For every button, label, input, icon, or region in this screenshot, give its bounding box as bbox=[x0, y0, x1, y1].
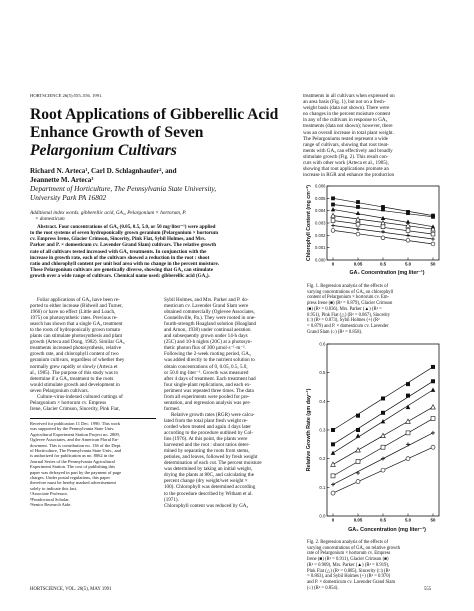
body-line: mesticum cv. Lavender Grand Slam were bbox=[164, 303, 249, 310]
footnote-line: Journal Series of the Pennsylvania Agricultural bbox=[30, 458, 115, 464]
body-line: to the roots of hydroponically grown tomato bbox=[30, 327, 121, 334]
authors-line-2: Jeannette M. Arteca³ bbox=[30, 175, 94, 184]
x-tick-label: 0 bbox=[331, 517, 335, 523]
abstract bbox=[30, 224, 298, 279]
x-tick-label: 5.0 bbox=[404, 261, 412, 267]
body-line: or 50.0 mg·liter⁻¹. Growth was measured bbox=[164, 369, 249, 376]
figure-1-chart bbox=[303, 180, 445, 280]
body-line: periment was repeated three times. The data bbox=[164, 387, 254, 394]
body-line: showing that root applications promote an bbox=[303, 166, 389, 173]
title-line-3: Pelargonium Cultivars bbox=[30, 142, 177, 159]
body-line: determination of each cut. The percent moisture bbox=[164, 460, 262, 467]
y-tick-label: 0.005 bbox=[315, 195, 326, 201]
body-line: four single-plant replications, and each ex- bbox=[164, 381, 252, 388]
body-line: lated from the total plant fresh weight re- bbox=[164, 417, 248, 424]
footnote-line: ²Postdoctoral Scholar. bbox=[30, 496, 70, 502]
data-point bbox=[406, 457, 410, 461]
data-point bbox=[331, 213, 335, 217]
body-line: drying the plants at 80C, and calculating the bbox=[164, 472, 254, 479]
body-line: from all experiments were pooled for pre- bbox=[164, 393, 250, 400]
data-point bbox=[331, 196, 335, 200]
data-point bbox=[431, 387, 436, 391]
y-tick-label: 0.006 bbox=[315, 183, 326, 189]
data-point bbox=[406, 394, 410, 398]
caption-line: varying concentrations of GA₃ on chlorophyll bbox=[307, 289, 394, 295]
caption-line: (■) (R² = 0.836), Mrs. Parker (▲) (R² = bbox=[307, 306, 382, 312]
data-point bbox=[431, 237, 435, 241]
data-point bbox=[381, 433, 386, 437]
body-line: treatments in all cultivars when expressed on bbox=[303, 93, 395, 99]
plot-frame bbox=[327, 344, 439, 516]
data-point bbox=[356, 414, 360, 418]
body-line: plants can stimulate photosynthesis and plant bbox=[30, 333, 123, 340]
data-point bbox=[356, 232, 360, 236]
y-axis-label: Relative Growth Rate (gm day⁻¹) bbox=[306, 388, 312, 472]
data-point bbox=[381, 230, 385, 234]
x-tick-label: 0.5 bbox=[379, 517, 387, 523]
body-line: search has shown that a single GA₃ treatment bbox=[30, 321, 123, 328]
body-line: was an overall increase in total plant weight. bbox=[303, 129, 394, 136]
y-tick-label: 0.0 bbox=[319, 513, 326, 519]
caption-line: Grand Slam (○) (R² = 0.858). bbox=[307, 329, 363, 335]
body-line: increase in RGR and enhance the production bbox=[303, 172, 395, 179]
data-point bbox=[356, 205, 360, 209]
data-point bbox=[431, 215, 435, 219]
body-line: no changes in the percent moisture content bbox=[303, 111, 391, 118]
y-tick-label: 0.003 bbox=[315, 220, 326, 226]
data-point bbox=[431, 417, 435, 421]
footnote-line: therefore must be hereby marked advertisement bbox=[30, 480, 116, 486]
body-line: obtain concentrations of 0, 0.05, 0.5, 5.0, bbox=[164, 363, 248, 370]
keywords-line-1: Additional index words. gibberellic acid, GA₃, Pelargonium × hortorum, P. bbox=[30, 210, 187, 216]
footnote-line: Experiment Station. The cost of publishing this bbox=[30, 464, 116, 470]
data-point bbox=[356, 471, 360, 475]
caption-line: press Irene (■) (R² = 0.879), Glacier Crimson bbox=[307, 301, 393, 307]
title-line-1: Root Applications of Gibberellic Acid bbox=[30, 106, 279, 123]
abstract-line: cv. Empress Irene, Glacier Crimson, Sincerity, Pink Fiat, Sybil Holmes, and Mrs. bbox=[30, 236, 206, 243]
data-point bbox=[431, 445, 435, 449]
body-line: Connellsville, Pa.). They were rooted in one- bbox=[164, 315, 256, 322]
x-tick-label: 0.05 bbox=[353, 517, 363, 523]
y-tick-label: 0.002 bbox=[315, 232, 326, 238]
caption-line: Pink Fiat (△) (R² = 0.885), Sincerity (□) (R² bbox=[307, 568, 390, 574]
data-point bbox=[381, 236, 385, 240]
data-point bbox=[381, 208, 385, 212]
body-line: geranium cultivars, regardless of whether they bbox=[30, 357, 125, 364]
x-tick-label: 5.0 bbox=[404, 517, 412, 523]
data-point bbox=[431, 405, 436, 409]
data-point bbox=[356, 460, 360, 464]
data-point bbox=[406, 419, 411, 423]
body-line: range of cultivars, showing that root treat- bbox=[303, 141, 389, 148]
footnote-line: of Horticulture, The Pennsylvania State Univ., and bbox=[30, 448, 121, 454]
data-point bbox=[331, 428, 335, 432]
data-point bbox=[381, 396, 385, 400]
body-column-2 bbox=[164, 297, 298, 509]
y-tick-label: 0.2 bbox=[319, 456, 326, 462]
page-number: 555 bbox=[424, 587, 432, 592]
abstract-line: growth over a wide range of cultivars. Chemical name used: gibberellic acid (GA₃). bbox=[30, 273, 210, 280]
body-line: (25C) and 10-h nights (20C) at a photosyn- bbox=[164, 339, 253, 346]
body-line: percent change (dry weight/wet weight × bbox=[164, 478, 248, 485]
body-line: to the procedure described by Witham et al. bbox=[164, 490, 253, 497]
figure-1-caption bbox=[307, 284, 443, 335]
body-line: an area basis (Fig. 1), but not on a fresh- bbox=[303, 99, 386, 106]
data-point bbox=[331, 491, 335, 495]
abstract-line: Parker and P. × domesticum cv. Lavender Grand Slam) cultivars. The relative growth bbox=[30, 242, 217, 249]
caption-line: (□) (R² = 0.873), Sybil Holmes (+) (R² bbox=[307, 318, 380, 324]
caption-line: = 0.863), and Sybil Holmes (+) (R² = 0.970) bbox=[307, 574, 391, 580]
footnote-divider bbox=[30, 418, 156, 419]
data-point bbox=[381, 445, 385, 449]
data-point bbox=[356, 222, 360, 226]
figure-2-caption bbox=[307, 540, 443, 591]
body-line: obtained commercially (Oglevee Associates, bbox=[164, 309, 255, 316]
x-tick-label: 0.5 bbox=[379, 261, 387, 267]
caption-line: Irene (■) (R² = 0.911), Glacier Crimson (■) bbox=[307, 557, 389, 563]
y-tick-label: 0.3 bbox=[319, 427, 326, 433]
body-line: harvested and the root : shoot ratios deter- bbox=[164, 442, 250, 449]
x-tick-label: 0.05 bbox=[353, 261, 363, 267]
abstract-line: rate of all cultivars tested increased with GA₃ treatments. In conjunction with the bbox=[30, 248, 207, 255]
body-line: 100). Chlorophyll was determined according bbox=[164, 484, 256, 491]
affiliation bbox=[30, 185, 216, 203]
data-point bbox=[356, 480, 360, 484]
body-line: thetic photon flux of 300 µmol·s⁻¹·m⁻². bbox=[164, 345, 246, 352]
body-line: Chlorophyll content was reduced by GA₃ bbox=[164, 502, 249, 509]
data-point bbox=[331, 207, 335, 211]
caption-line: and P. × domesticum cv. Lavender Grand Slam bbox=[307, 579, 396, 585]
body-line: al., 1985). The purpose of this study was to bbox=[30, 369, 119, 376]
footnote-line: solely to indicate this fact. bbox=[30, 485, 78, 491]
body-line: growth rate, and chlorophyll content of two bbox=[30, 351, 119, 358]
footnote-line: Received for publication 11 Dec. 1990. This work bbox=[30, 421, 121, 426]
body-line: in any of the cultivars in response to GA₃ bbox=[303, 117, 388, 124]
affiliation-line-1: Department of Horticulture, The Pennsylvania State University, bbox=[30, 184, 217, 193]
body-line: and subsequently grown under 14-h days bbox=[164, 333, 248, 340]
data-point bbox=[356, 448, 361, 452]
data-point bbox=[431, 379, 435, 383]
affiliation-line-2: University Park PA 16802 bbox=[30, 192, 107, 202]
body-line: sentation, and regression analysis was per- bbox=[164, 399, 251, 406]
title-line-2: Enhance Growth of Seven bbox=[30, 124, 204, 141]
authors bbox=[30, 167, 177, 184]
body-line: according to the procedure outlined by Col- bbox=[164, 430, 254, 437]
body-line: Following the 2-week rooting period, GA₃ bbox=[164, 351, 251, 358]
x-tick-label: 50 bbox=[430, 517, 436, 523]
body-line: Irene, Glacier Crimson, Sincerity, Pink Fiat, bbox=[30, 405, 120, 412]
caption-line: = 0.879) and P. × domesticum cv. Lavender bbox=[307, 323, 389, 329]
data-point bbox=[356, 428, 360, 432]
data-point bbox=[381, 225, 385, 229]
body-line: formed. bbox=[164, 405, 180, 412]
body-line: 1966) or have no effect (Little and Loach, bbox=[30, 309, 116, 316]
body-line: Culture-virus-indexed cultured cuttings of bbox=[37, 393, 123, 400]
y-tick-label: 0.004 bbox=[315, 208, 326, 214]
x-tick-label: 0 bbox=[331, 261, 335, 267]
data-point bbox=[381, 468, 385, 472]
data-point bbox=[331, 442, 335, 446]
data-point bbox=[331, 224, 335, 228]
abstract-line: Abstract. Four concentrations of GA₃ (0.05, 0.5, 5.0, or 50 mg·liter⁻¹) were applied bbox=[37, 224, 216, 230]
caption-line: Fig. 2. Regression analysis of the effects of bbox=[307, 540, 389, 545]
article-title bbox=[30, 106, 300, 160]
caption-line: (○) (R² = 0.854). bbox=[307, 585, 339, 591]
footnote-line: ¹Associate Professor. bbox=[30, 491, 68, 497]
y-tick-label: 0.000 bbox=[315, 257, 326, 263]
footnote-line: paper was defrayed in part by the payment of page bbox=[30, 469, 122, 475]
data-point bbox=[331, 482, 335, 486]
data-point bbox=[406, 238, 410, 242]
footnote-line: Agricultural Experiment Station Project no. 2809, bbox=[30, 431, 120, 437]
body-line: lins (1976). At this point, the plants were bbox=[164, 436, 248, 443]
data-point bbox=[406, 382, 410, 386]
body-line: treatments increased photosynthesis, relative bbox=[30, 345, 122, 352]
body-column-3 bbox=[303, 93, 443, 178]
data-point bbox=[406, 233, 410, 237]
body-line: was determined by taking an initial weight, bbox=[164, 466, 253, 473]
body-line: seven Pelargonium cultivars. bbox=[30, 387, 89, 394]
body-line: corded when treated and again 4 days later bbox=[164, 423, 251, 430]
caption-line: 0.951), Pink Fiat (△) (R² = 0.867), Sincerity bbox=[307, 312, 391, 318]
caption-line: rate of Pelargonium × hortorum cv. Empress bbox=[307, 551, 391, 557]
x-axis-label: GA₃ Concentration (mg liter⁻¹) bbox=[348, 527, 426, 533]
body-line: Foliar applications of GA₃ have been re- bbox=[37, 297, 120, 303]
body-line: (1971). bbox=[164, 496, 179, 503]
data-point bbox=[331, 229, 335, 233]
caption-line: content of Pelargonium × hortorum cv. Em- bbox=[307, 295, 390, 301]
body-line: Pelargonium × hortorum cv. Empress bbox=[30, 399, 107, 406]
footnote-line: dowment. This is contribution no. 136 of the Dept. bbox=[30, 442, 122, 448]
footnote-line: was supported by the Pennsylvania State Univ. bbox=[30, 426, 115, 432]
footnote-line: ³Senior Research Aide. bbox=[30, 502, 72, 508]
data-point bbox=[356, 433, 361, 437]
authors-line-1: Richard N. Arteca¹, Carl D. Schlagnhaufer², and bbox=[30, 167, 177, 175]
keywords bbox=[30, 210, 186, 223]
x-axis-label: GA₃ Concentration (mg liter⁻¹) bbox=[349, 270, 425, 276]
body-line: after 4 days of treatment. Each treatment had bbox=[164, 375, 256, 382]
caption-line: Fig. 1. Regression analysis of the effects of bbox=[307, 284, 389, 289]
data-point bbox=[381, 457, 385, 461]
footnote-line: charges. Under postal regulations, this paper bbox=[30, 475, 111, 481]
caption-line: varying concentrations of GA₃ on relative growth bbox=[307, 545, 401, 551]
body-line: petioles, and leaves, followed by fresh weight bbox=[164, 454, 258, 461]
data-point bbox=[406, 442, 410, 446]
body-line: fourth-strength Hoagland solution (Hoagland bbox=[164, 321, 257, 328]
data-point bbox=[356, 227, 360, 231]
body-line: was added directly to the nutrient solution to bbox=[164, 357, 255, 364]
y-tick-label: 0.1 bbox=[319, 484, 326, 490]
footnote-line: is authorized for publication as no. 8062 in the bbox=[30, 453, 114, 459]
data-point bbox=[331, 203, 335, 207]
body-line: mined by separating the roots from stems, bbox=[164, 448, 250, 455]
y-tick-label: 0.4 bbox=[319, 398, 326, 404]
body-line: ported to either increase (Bidwell and Turner, bbox=[30, 303, 123, 310]
data-point bbox=[381, 411, 385, 415]
abstract-line: ratio and chlorophyll content per unit leaf area with no change in the percent moisture. bbox=[30, 260, 219, 267]
data-point bbox=[431, 232, 435, 236]
data-point bbox=[331, 474, 335, 478]
data-point bbox=[431, 365, 435, 369]
body-line: normally grew rapidly or slowly (Arteca et bbox=[30, 363, 118, 370]
data-point bbox=[406, 431, 410, 435]
body-line: The Pelargoniums tested represent a wide bbox=[303, 135, 388, 142]
running-head: HORTSCIENCE 26(5):555–556. 1991. bbox=[30, 93, 103, 98]
data-point bbox=[431, 431, 435, 435]
caption-line: (R² = 0.909), Mrs. Parker (▲) (R² = 0.919), bbox=[307, 562, 390, 568]
data-point bbox=[331, 451, 336, 455]
y-tick-label: 0.001 bbox=[315, 245, 326, 251]
data-point bbox=[381, 419, 386, 423]
body-line: curs with other work (Arteca et al., 1985), bbox=[303, 160, 389, 167]
footer-journal: HORTSCIENCE, VOL. 26(5), MAY 1991 bbox=[30, 587, 112, 592]
body-line: treatments (data not shown); however, there bbox=[303, 123, 393, 130]
data-point bbox=[406, 211, 410, 215]
body-line: stimulate growth (Fig. 2). This result con- bbox=[303, 153, 389, 160]
keywords-line-2: × domesticum bbox=[35, 216, 65, 223]
data-point bbox=[406, 229, 410, 233]
data-point bbox=[356, 200, 360, 204]
footnote bbox=[30, 421, 156, 508]
body-column-1 bbox=[30, 297, 156, 412]
y-tick-label: 0.6 bbox=[319, 341, 326, 347]
data-point bbox=[431, 242, 435, 246]
abstract-line: These Pelargonium cultivars are genetically diverse, showing that GA₃ can stimulate bbox=[30, 267, 213, 274]
data-point bbox=[331, 462, 336, 466]
body-line: Relative growth rates (RGR) were calcu- bbox=[171, 411, 255, 418]
abstract-line: to the root systems of seven hydroponically grown geranium (Pelargonium × hortorum bbox=[30, 230, 219, 237]
abstract-line: increase in growth rate, each of the cultivars showed a reduction in the root : shoot bbox=[30, 254, 210, 261]
figure-2-chart bbox=[303, 338, 445, 536]
body-line: 1975) on photosynthetic rates. Previous re- bbox=[30, 315, 118, 322]
x-tick-label: 50 bbox=[430, 261, 436, 267]
body-line: growth (Arteca and Dong, 1982). Similar GA₃ bbox=[30, 339, 125, 346]
body-line: would stimulate growth and development in bbox=[30, 381, 120, 388]
footnote-line: Oglevee Associates, and the American Floral En- bbox=[30, 437, 119, 443]
body-line: weight basis (data not shown). There were bbox=[303, 105, 390, 112]
body-line: ments with GA₃ can effectively and broadly bbox=[303, 147, 393, 154]
data-point bbox=[331, 219, 335, 223]
data-point bbox=[356, 211, 360, 215]
body-line: and Arnon, 1938) under continual aeration bbox=[164, 327, 251, 334]
body-line: determine if a GA₃ treatment to the roots bbox=[30, 375, 114, 382]
body-line: Sybil Holmes, and Mrs. Parker and P. do- bbox=[164, 297, 249, 303]
y-axis-label: Chlorophyll Content (mg cm⁻²) bbox=[306, 185, 312, 261]
y-tick-label: 0.5 bbox=[319, 370, 326, 376]
